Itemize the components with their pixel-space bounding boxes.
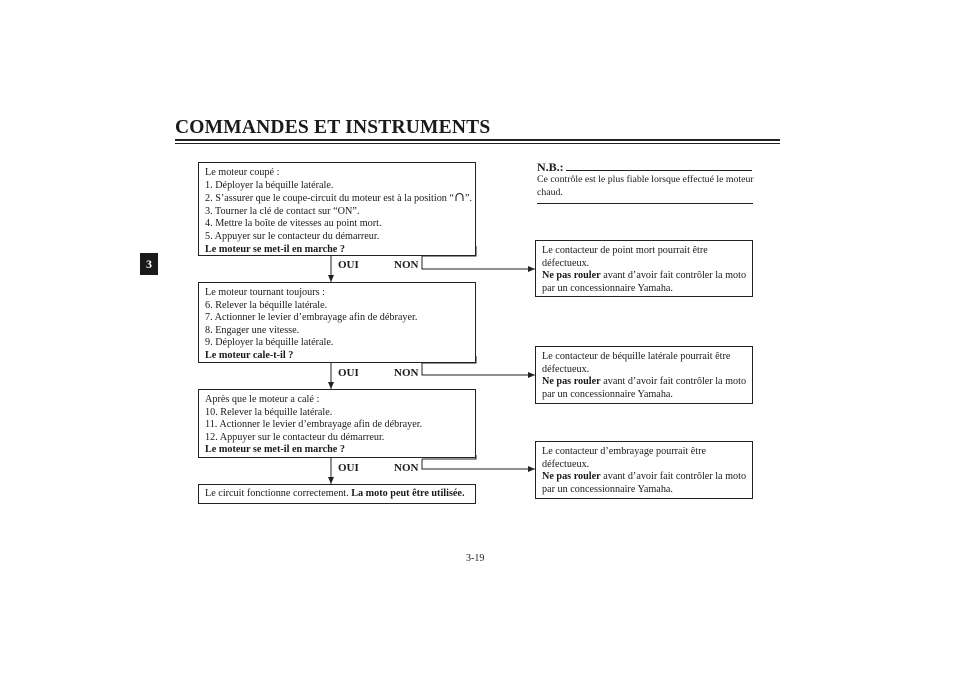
fault-2-line-1: Le contacteur de béquille latérale pourrait être (542, 351, 731, 362)
no-connector-1b (422, 256, 535, 269)
step-3-line-1: 10. Relever la béquille latérale. (205, 406, 333, 418)
step-3-line-3: 12. Appuyer sur le contacteur du démarreur. (205, 431, 385, 443)
step-2-question: Le moteur cale-t-il ? (205, 349, 294, 361)
fault-box-sidestand (535, 346, 753, 404)
fault-3-line-3: Ne pas rouler avant d’avoir fait contrôler la moto (542, 471, 747, 483)
fault-2-line-2: défectueux. (542, 363, 590, 375)
note-title-rule (566, 170, 752, 171)
step-1-line-2-text: 2. S’assurer que le coupe-circuit du moteur est à la position “ (205, 193, 454, 205)
fault-3-line-4: par un concessionnaire Yamaha. (542, 483, 673, 495)
final-box (198, 484, 476, 504)
page-title: COMMANDES ET INSTRUMENTS (175, 117, 491, 138)
fault-3-line-1: Le contacteur d’embrayage pourrait être (542, 446, 707, 457)
step-1-line-2 (205, 192, 473, 206)
fault-1-line-3: Ne pas rouler avant d’avoir fait contrôler la moto (542, 270, 747, 282)
fault-3-line-2: défectueux. (542, 458, 590, 470)
fault-1-line-2: défectueux. (542, 257, 590, 269)
note-text: Ce contrôle est le plus fiable lorsque effectué le moteur chaud. (537, 174, 754, 198)
final-text: Le circuit fonctionne correctement. La moto peut être utilisée. (205, 488, 465, 499)
step-1-line-3: 3. Tourner la clé de contact sur “ON”. (205, 205, 360, 217)
step-2-box (198, 282, 476, 363)
step-3-line-2: 11. Actionner le levier d’embrayage afin de débrayer. (205, 419, 423, 431)
no-connector-2b (422, 363, 535, 375)
step-2-line-4: 9. Déployer la béquille latérale. (205, 337, 334, 349)
step-3-box (198, 389, 476, 458)
fault-2-line-3: Ne pas rouler avant d’avoir fait contrôler la moto (542, 376, 747, 388)
no-label-1: NON (394, 259, 419, 271)
fault-box-clutch (535, 441, 753, 499)
step-1-line-0: Le moteur coupé : (205, 167, 280, 178)
step-3-question: Le moteur se met-il en marche ? (205, 444, 345, 456)
yes-label-2: OUI (338, 367, 359, 379)
step-2-line-0: Le moteur tournant toujours : (205, 287, 325, 298)
step-2-line-2: 7. Actionner le levier d’embrayage afin de débrayer. (205, 312, 418, 324)
fault-1-line-4: par un concessionnaire Yamaha. (542, 282, 673, 294)
step-1-line-1: 1. Déployer la béquille latérale. (205, 179, 334, 191)
chapter-tab: 3 (140, 253, 158, 275)
step-2-line-3: 8. Engager une vitesse. (205, 324, 300, 336)
yes-label-1: OUI (338, 259, 359, 271)
step-1-line-4: 4. Mettre la boîte de vitesses au point mort. (205, 218, 382, 230)
step-1-line-5: 5. Appuyer sur le contacteur du démarreur. (205, 230, 380, 242)
run-position-icon (454, 192, 465, 202)
note-bottom-rule (537, 203, 753, 204)
no-label-2: NON (394, 367, 419, 379)
step-2-line-1: 6. Relever la béquille latérale. (205, 299, 328, 311)
fault-1-line-1: Le contacteur de point mort pourrait être (542, 245, 708, 256)
yes-label-3: OUI (338, 462, 359, 474)
page-number: 3-19 (466, 553, 485, 564)
step-1-line-2-suffix: ”. (464, 193, 473, 205)
step-1-question: Le moteur se met-il en marche ? (205, 243, 345, 255)
fault-box-neutral (535, 240, 753, 297)
note-title: N.B.: (537, 160, 564, 174)
fault-2-line-4: par un concessionnaire Yamaha. (542, 388, 673, 400)
step-3-line-0: Après que le moteur a calé : (205, 394, 320, 405)
no-label-3: NON (394, 462, 419, 474)
step-1-box (198, 162, 476, 256)
no-connector-3b (422, 459, 535, 469)
